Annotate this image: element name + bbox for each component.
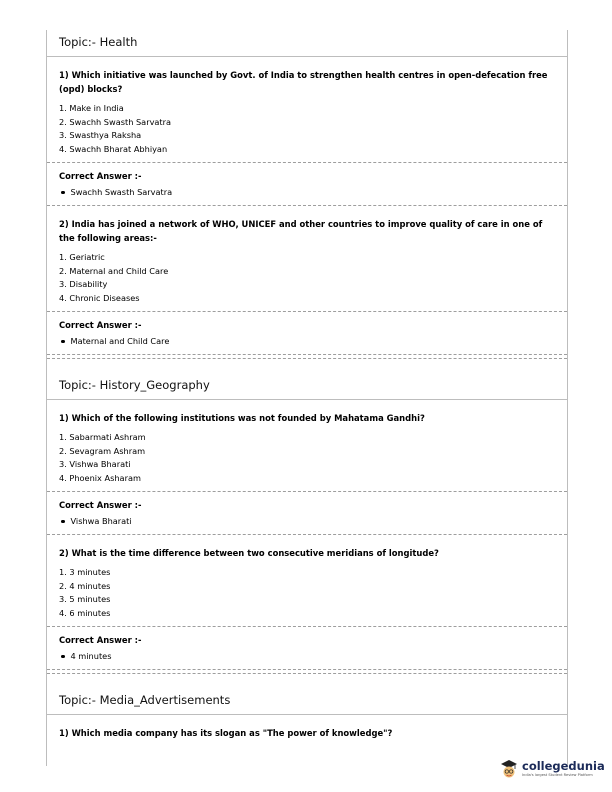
option: 2. 4 minutes (59, 580, 111, 591)
bullet-icon (61, 340, 65, 344)
option: 1. Make in India (59, 103, 124, 113)
option: 2. Sevagram Ashram (59, 445, 146, 456)
option: 3. Swasthya Raksha (59, 130, 142, 140)
answer-text: Swachh Swasth Sarvatra (70, 187, 173, 197)
question-block (47, 206, 567, 311)
answer-label: Correct Answer :- (59, 320, 142, 330)
answer-block (47, 162, 567, 205)
option: 2. Swachh Swasth Sarvatra (59, 116, 172, 127)
option: 4. Phoenix Asharam (59, 472, 141, 483)
topic-gap (47, 359, 567, 373)
bullet-icon (61, 655, 65, 659)
option: 1. Geriatric (59, 252, 105, 262)
answer-block (47, 491, 567, 534)
option: 3. Vishwa Bharati (59, 459, 131, 469)
answer-text: 4 minutes (70, 651, 112, 661)
option: 4. Swachh Bharat Abhiyan (59, 143, 168, 154)
topic-history-geography (47, 373, 567, 674)
brand-tagline: India's largest Student Review Platform (522, 773, 593, 777)
question-separator (47, 669, 567, 670)
option: 2. Maternal and Child Care (59, 265, 169, 276)
graduate-mascot-icon (500, 758, 518, 780)
question-block (47, 715, 567, 752)
topic-health (47, 30, 567, 359)
bullet-icon (61, 520, 65, 524)
topic-media-advertisements (47, 688, 567, 752)
question-separator (47, 354, 567, 355)
answer-row (59, 335, 555, 348)
option: 1. Sabarmati Ashram (59, 432, 146, 442)
question-text: 2) India has joined a network of WHO, UNICEF and other countries to improve quality of care in one of the following areas:- (59, 219, 543, 243)
option: 4. Chronic Diseases (59, 292, 140, 303)
option: 3. 5 minutes (59, 594, 111, 604)
answer-text: Maternal and Child Care (70, 336, 170, 346)
answer-label: Correct Answer :- (59, 171, 142, 181)
question-block (47, 400, 567, 491)
topic-header: Topic:- History_Geography (47, 373, 567, 400)
answer-row (59, 515, 555, 528)
topic-header: Topic:- Health (47, 30, 567, 57)
topic-header: Topic:- Media_Advertisements (47, 688, 567, 715)
document-frame (46, 30, 568, 766)
answer-row (59, 186, 555, 199)
question-text: 2) What is the time difference between two consecutive meridians of longitude? (59, 548, 439, 558)
answer-row (59, 650, 555, 663)
answer-block (47, 311, 567, 354)
option: 1. 3 minutes (59, 567, 111, 577)
question-text: 1) Which initiative was launched by Govt. of India to strengthen health centres in open-defecation free (opd) blocks? (59, 70, 548, 94)
option: 4. 6 minutes (59, 607, 111, 618)
answer-label: Correct Answer :- (59, 635, 142, 645)
topic-gap (47, 674, 567, 688)
question-block (47, 57, 567, 162)
question-text: 1) Which of the following institutions was not founded by Mahatama Gandhi? (59, 413, 425, 423)
brand-name: collegedunia (522, 760, 605, 773)
question-text: 1) Which media company has its slogan as "The power of knowledge"? (59, 728, 393, 738)
answer-block (47, 626, 567, 669)
answer-label: Correct Answer :- (59, 500, 142, 510)
answer-text: Vishwa Bharati (70, 516, 132, 526)
brand-text (522, 760, 605, 778)
question-block (47, 535, 567, 626)
brand-logo[interactable] (500, 749, 612, 789)
bullet-icon (61, 191, 65, 195)
option: 3. Disability (59, 279, 108, 289)
